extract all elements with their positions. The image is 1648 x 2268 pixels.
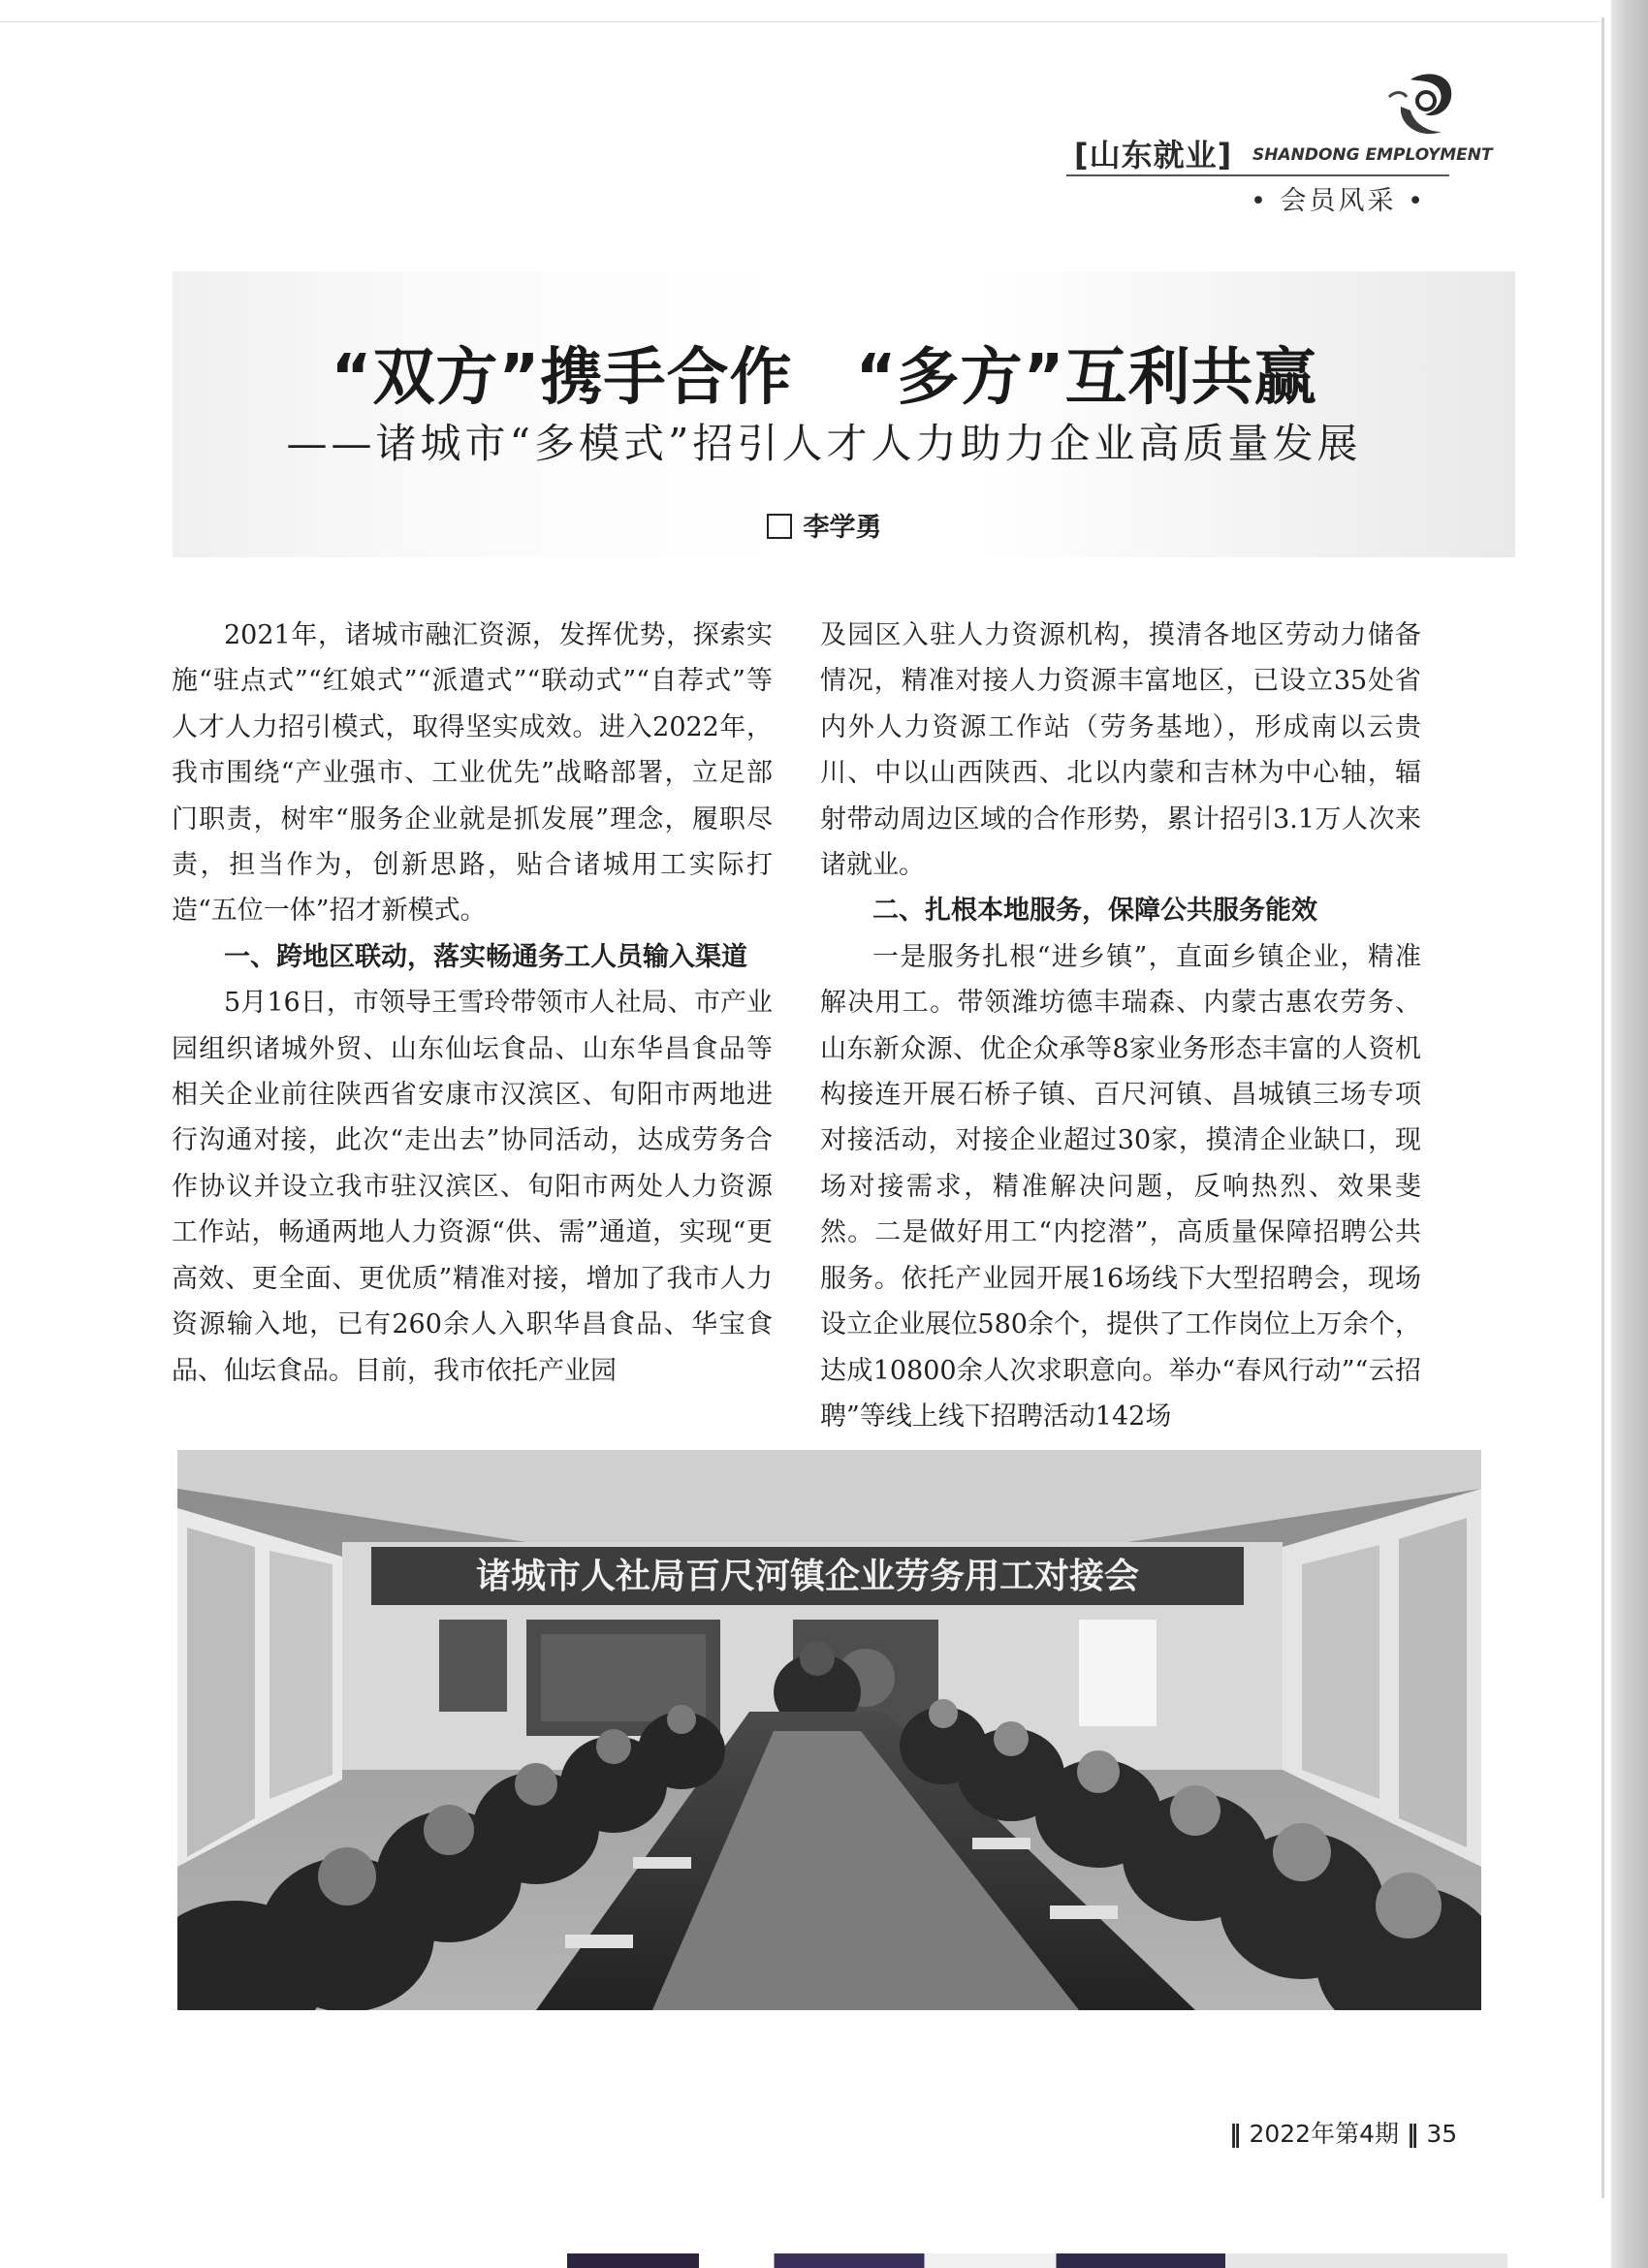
header-rule: [1066, 174, 1449, 176]
footer-bar-right: ‖: [1406, 2120, 1419, 2148]
section-tag: [山东就业]: [1074, 137, 1233, 173]
section-english-name: SHANDONG EMPLOYMENT: [1252, 145, 1493, 165]
bottom-color-strip: [567, 2253, 1507, 2268]
page-number: 35: [1426, 2120, 1458, 2148]
paragraph: 5月16日，市领导王雪玲带领市人社局、市产业园组织诸城外贸、山东仙坛食品、山东华昌食品等相关企业前往陕西省安康市汉滨区、旬阳市两地进行沟通对接，此次“走出去”协同活动，达成劳务合作协议并设立我市驻汉滨区、旬阳市两处人力资源工作站，畅通两地人力资源“供、需”通道，实现“更高效、更全面、更优质”精准对接，增加了我市人力资源输入地，已有260余人入职华昌食品、华宝食品、仙坛食品。目前，我市依托产业园: [172, 988, 773, 1386]
author-name: 李学勇: [803, 513, 882, 543]
paragraph: 及园区入驻人力资源机构，摸清各地区劳动力储备情况，精准对接人力资源丰富地区，已设立35处省内外人力资源工作站（劳务基地），形成南以云贵川、中以山西陕西、北以内蒙和吉林为中心轴，辐射带动周边区域的合作形势，累计招引3.1万人次来诸就业。: [820, 620, 1421, 881]
author-box-icon: [767, 514, 792, 539]
footer-bar-left: ‖: [1229, 2120, 1242, 2148]
banner-text: 诸城市人社局百尺河镇企业劳务用工对接会: [475, 1557, 1140, 1596]
article-subtitle: ——诸城市“多模式”招引人才人力助力企业高质量发展: [286, 420, 1362, 467]
left-column: [172, 613, 773, 1394]
article-author: [0, 506, 1648, 544]
column-label: • 会员风采 •: [1251, 186, 1427, 216]
shandong-employment-logo-icon: [1381, 68, 1469, 145]
paragraph: 一是服务扎根“进乡镇”，直面乡镇企业，精准解决用工。带领潍坊德丰瑞森、内蒙古惠农劳务、山东新众源、优企众承等8家业务形态丰富的人资机构接连开展石桥子镇、百尺河镇、昌城镇三场专项对接活动，对接企业超过30家，摸清企业缺口，现场对接需求，精准解决问题，反响热烈、效果斐然。二是做好用工“内挖潜”，高质量保障招聘公共服务。依托产业园开展16场线下大型招聘会，现场设立企业展位580余个，提供了工作岗位上万余个，达成10800余人次求职意向。举办“春风行动”“云招聘”等线上线下招聘活动142场: [820, 941, 1421, 1432]
issue-label: 2022年第4期: [1249, 2120, 1399, 2148]
section-heading: 一、跨地区联动，落实畅通务工人员输入渠道: [224, 941, 747, 972]
right-column: [820, 613, 1421, 1439]
meeting-photo-image: [177, 1450, 1481, 2010]
section-heading: 二、扎根本地服务，保障公共服务能效: [872, 896, 1317, 927]
page-top-line: [0, 21, 1600, 22]
article-title: “双方”携手合作 “多方”互利共赢: [331, 342, 1317, 414]
paragraph: 2021年，诸城市融汇资源，发挥优势，探索实施“驻点式”“红娘式”“派遣式”“联动式”“自荐式”等人才人力招引模式，取得坚实成效。进入2022年，我市围绕“产业强市、工业优先”战略部署，立足部门职责，树牢“服务企业就是抓发展”理念，履职尽责，担当作为，创新思路，贴合诸城用工实际打造“五位一体”招才新模式。: [172, 620, 773, 927]
meeting-photo: [177, 1450, 1481, 2010]
page-footer: [1229, 2115, 1457, 2150]
